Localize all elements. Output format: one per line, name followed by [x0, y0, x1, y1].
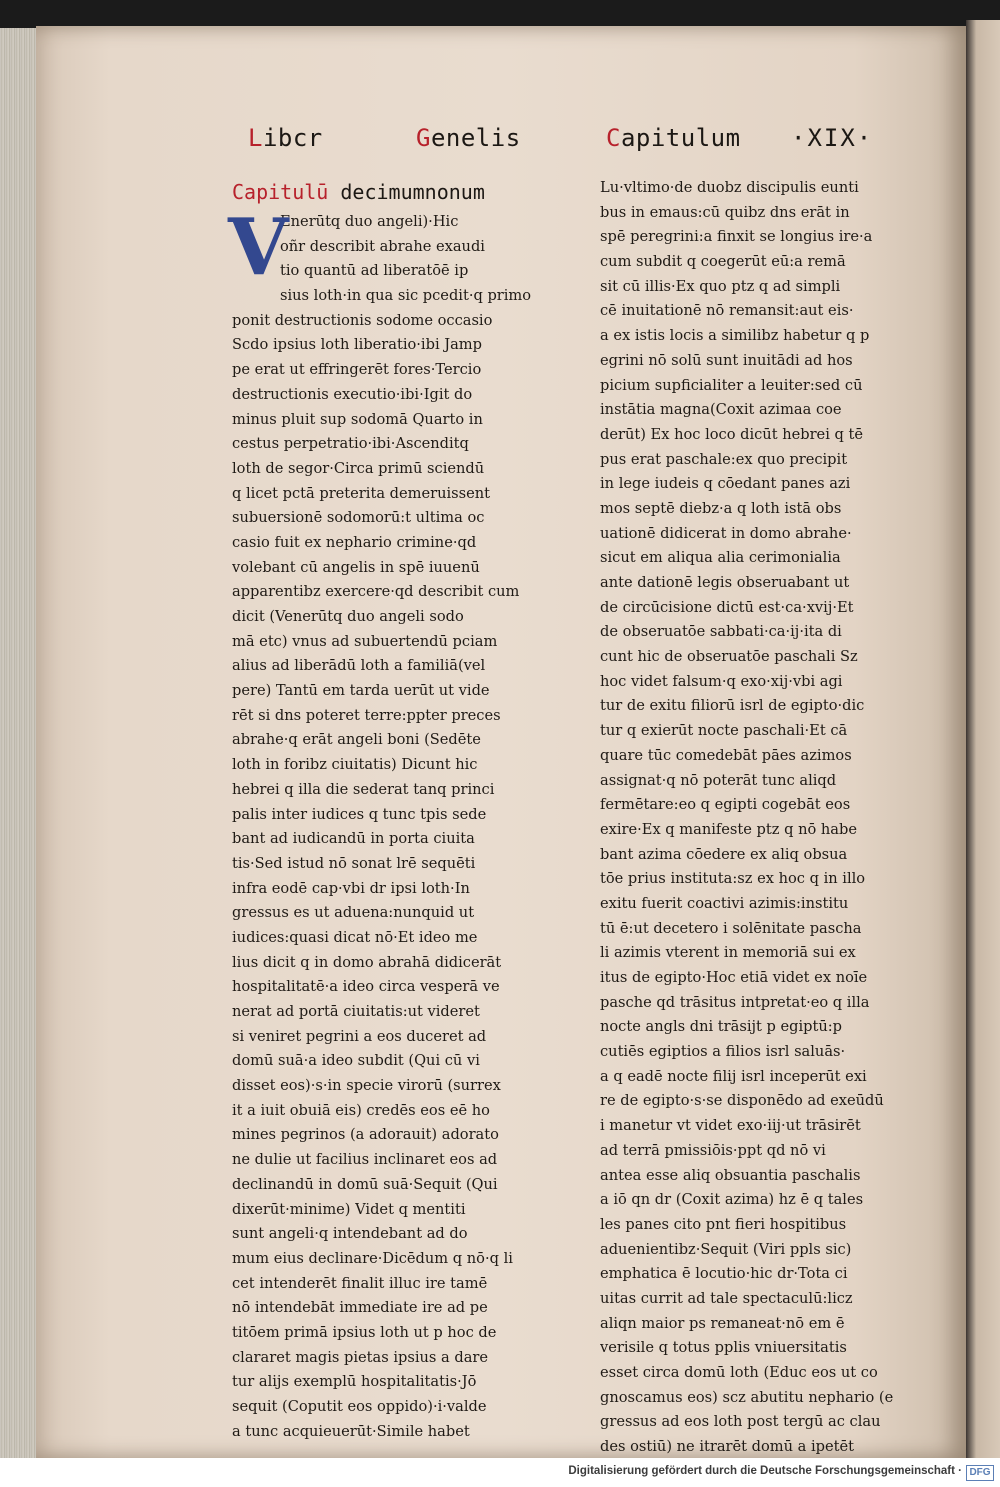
text-line: cet intenderēt finalit illuc ire tamē	[232, 1274, 488, 1292]
text-line: pasche qd trāsitus intpretat·eo q illa	[600, 993, 870, 1011]
text-line: mos septē diebz·a q loth istā obs	[600, 499, 842, 517]
text-line: iudices:quasi dicat nō·Et ideo me	[232, 928, 478, 946]
text-line: esset circa domū loth (Educ eos ut co	[600, 1364, 878, 1381]
text-line: tū ē:ut decetero i solēnitate pascha	[600, 919, 862, 937]
text-line: mum eius declinare·Dicēdum q nō·q li	[232, 1249, 513, 1267]
text-line: apparentibz exercere·qd describit cum	[232, 583, 520, 601]
text-line: loth de segor·Circa primū sciendū	[232, 459, 485, 477]
text-line: verisile q totus pplis vniuersitatis	[600, 1339, 847, 1357]
text-line: dicit (Venerūtq duo angeli sodo	[232, 608, 464, 625]
text-line: Lu·vltimo·de duobz discipulis eunti	[600, 179, 859, 196]
text-line: a ex istis locis a similibz habetur q p	[600, 327, 870, 345]
right-text-column	[600, 176, 918, 1460]
text-line: sunt angeli·q intendebant ad do	[232, 1225, 468, 1243]
decorated-initial: V	[228, 202, 289, 293]
text-line: bant azima cōedere ex aliq obsua	[600, 845, 848, 863]
text-line: exire·Ex q manifeste ptz q nō habe	[600, 820, 857, 838]
text-line: hebrei q illa die sederat tanq princi	[232, 780, 495, 798]
text-line: pere) Tantū em tarda uerūt ut vide	[232, 682, 490, 700]
text-line: pus erat paschale:ex quo precipit	[600, 450, 848, 468]
text-line: i manetur vt videt exo·iij·ut trāsirēt	[600, 1117, 861, 1135]
text-line: assignat·q nō poterāt tunc aliqd	[600, 771, 837, 789]
dfg-credit: Digitalisierung gefördert durch die Deutsche Forschungsgemeinschaft ·	[568, 1465, 962, 1477]
text-line: titōem primā ipsius loth ut p hoc de	[232, 1323, 497, 1341]
text-line: a tunc acquieuerūt·Simile habet	[232, 1422, 470, 1440]
text-line: les panes cito pnt fieri hospitibus	[600, 1215, 847, 1233]
text-line: derūt) Ex hoc loco dicūt hebrei q tē	[600, 425, 863, 443]
running-head-capitulum: Capitulum	[606, 124, 741, 152]
text-line: lius dicit q in domo abrahā didicerāt	[232, 953, 502, 971]
text-line: rēt si dns poteret terre:ppter preces	[232, 706, 501, 724]
text-line: a q eadē nocte filij isrl inceperūt exi	[600, 1067, 867, 1085]
running-head-liber: Libcr	[248, 124, 323, 152]
text-line: uitas currit ad tale spectaculū:licz	[600, 1289, 853, 1307]
text-line: mā etc) vnus ad subuertendū pciam	[232, 632, 498, 650]
text-line: disset eos)·s·in specie virorū (surrex	[232, 1077, 501, 1095]
text-line: oñr describit abrahe exaudi	[280, 237, 485, 255]
text-line: de obseruatōe sabbati·ca·ij·ita di	[600, 623, 842, 641]
text-line: it a iuit obuiā eis) credēs eos eē ho	[232, 1101, 490, 1119]
text-line: tur alijs exemplū hospitalitatis·Jō	[232, 1373, 477, 1391]
text-line: nocte angls dni trāsijt p egiptū:p	[600, 1018, 843, 1036]
text-line: abrahe·q erāt angeli boni (Sedēte	[232, 731, 481, 749]
text-line: ponit destructionis sodome occasio	[232, 311, 493, 329]
text-line: loth in foribz ciuitatis) Dicunt hic	[232, 756, 478, 774]
text-line: cunt hic de obseruatōe paschali Sz	[600, 648, 858, 666]
text-line: fermētare:eo q egipti cogebāt eos	[600, 796, 851, 814]
text-line: tio quantū ad liberatōē ip	[280, 262, 469, 280]
text-line: quare tūc comedebāt pāes azimos	[600, 746, 852, 764]
text-line: li azimis vterent in memoriā sui ex	[600, 944, 856, 962]
text-line: sicut em aliqua alia cerimonialia	[600, 549, 841, 567]
text-line: nō intendebāt immediate ire ad pe	[232, 1299, 488, 1317]
text-line: tur de exitu filiorū isrl de egipto·dic	[600, 697, 865, 715]
text-line: domū suā·a ideo subdit (Qui cū vi	[232, 1052, 480, 1070]
text-line: si veniret pegrini a eos duceret ad	[232, 1027, 487, 1045]
chapter-title: Capitulū decimumnonum	[232, 180, 485, 204]
text-line: gressus ad eos loth post tergū ac clau	[600, 1413, 881, 1431]
text-line: hospitalitatē·a ideo circa vesperā ve	[232, 978, 500, 996]
text-line: ad terrā pmissiōis·ppt qd nō vi	[600, 1141, 826, 1159]
text-line: cutiēs egiptios a filios isrl saluās·	[600, 1043, 846, 1061]
text-line: palis inter iudices q tunc tpis sede	[232, 805, 487, 823]
text-line: subuersionē sodomorū:t ultima oc	[232, 509, 485, 527]
text-line: cum subdit q coegerūt eū:a remā	[600, 253, 846, 271]
text-line: tur q exierūt nocte paschali·Et cā	[600, 722, 848, 740]
dfg-logo: DFG	[966, 1465, 994, 1481]
text-line: de circūcisione dictū est·ca·xvij·Et	[600, 598, 854, 616]
text-line: tōe prius instituta:sz ex hoc q in illo	[600, 870, 866, 888]
text-line: spē peregrini:a finxit se longius ire·a	[600, 228, 873, 246]
text-line: itus de egipto·Hoc etiā videt ex noīe	[600, 969, 868, 986]
text-line: antea esse aliq obsuantia paschalis	[600, 1166, 861, 1184]
text-line: Scdo ipsius loth liberatio·ibi Jamp	[232, 336, 482, 354]
text-line: re de egipto·s·se disponēdo ad exeūdū	[600, 1092, 884, 1110]
text-line: Enerūtq duo angeli)·Hic	[280, 213, 459, 230]
facing-page-edge	[966, 20, 1000, 1458]
text-line: in lege iudeis q cōedant panes azi	[600, 475, 851, 493]
text-line: instātia magna(Coxit azimaa coe	[600, 401, 842, 419]
text-line: ante dationē legis obseruabant ut	[600, 574, 850, 591]
text-line: picium supficialiter a leuiter:sed cū	[600, 376, 863, 394]
text-line: declinandū in domū suā·Sequit (Qui	[232, 1175, 498, 1193]
text-line: gressus es ut aduena:nunquid ut	[232, 904, 475, 922]
right-column-lines	[600, 176, 918, 1460]
text-line: uationē didicerat in domo abrahe·	[600, 524, 852, 542]
text-line: sit cū illis·Ex quo ptz q ad simpli	[600, 277, 841, 295]
running-head-genesis: Genelis	[416, 124, 521, 152]
text-line: q licet pctā preterita demeruissent	[232, 484, 491, 502]
text-line: alius ad liberādū loth a familiā(vel	[232, 657, 486, 675]
text-line: gnoscamus eos) scz abutitu nephario (e	[600, 1388, 894, 1406]
text-line: casio fuit ex nephario crimine·qd	[232, 533, 477, 551]
manuscript-page	[36, 26, 966, 1458]
text-line: emphatica ē locutio·hic dr·Tota ci	[600, 1265, 848, 1283]
left-text-column	[228, 176, 550, 1444]
running-head	[36, 124, 966, 164]
folio-number: ·XIX·	[791, 124, 874, 152]
left-column-lines	[232, 210, 550, 1444]
text-line: bant ad iudicandū in porta ciuita	[232, 830, 475, 848]
text-line: infra eodē cap·vbi dr ipsi loth·In	[232, 879, 470, 897]
text-line: des ostiū) ne itrarēt domū a ipetēt	[600, 1438, 855, 1456]
text-line: hoc videt falsum·q exo·xij·vbi agi	[600, 672, 843, 690]
text-line: cē inuitationē nō remansit:aut eis·	[600, 302, 854, 320]
text-line: a iō qn dr (Coxit azima) hz ē q tales	[600, 1191, 864, 1209]
text-line: ne dulie ut facilius inclinaret eos ad	[232, 1151, 498, 1169]
text-line: minus pluit sup sodomā Quarto in	[232, 410, 483, 428]
text-line: nerat ad portā ciuitatis:ut videret	[232, 1003, 480, 1020]
text-line: pe erat ut effringerēt fores·Tercio	[232, 361, 482, 379]
text-line: egrini nō solū sunt inuitādi ad hos	[600, 351, 853, 369]
text-line: volebant cū angelis in spē iuuenū	[232, 558, 480, 576]
footer-bar	[0, 1458, 1000, 1487]
text-line: sius loth·in qua sic pcedit·q primo	[280, 287, 532, 305]
text-line: aduenientibz·Sequit (Viri ppls sic)	[600, 1240, 852, 1258]
text-line: sequit (Coputit eos oppido)·i·valde	[232, 1398, 487, 1415]
text-line: dixerūt·minime) Videt q mentiti	[232, 1200, 466, 1218]
text-line: exitu fuerit coactivi azimis:institu	[600, 894, 849, 912]
text-line: tis·Sed istud nō sonat lrē sequēti	[232, 854, 476, 872]
text-line: bus in emaus:cū quibz dns erāt in	[600, 203, 850, 221]
book-page-edges	[0, 28, 40, 1458]
text-line: aliqn maior ps remaneat·nō em ē	[600, 1314, 845, 1332]
text-line: destructionis executio·ibi·Igit do	[232, 385, 473, 403]
text-line: mines pegrinos (a adorauit) adorato	[232, 1126, 499, 1144]
text-line: clararet magis pietas ipsius a dare	[232, 1348, 489, 1366]
text-line: cestus perpetratio·ibi·Ascenditq	[232, 435, 469, 453]
